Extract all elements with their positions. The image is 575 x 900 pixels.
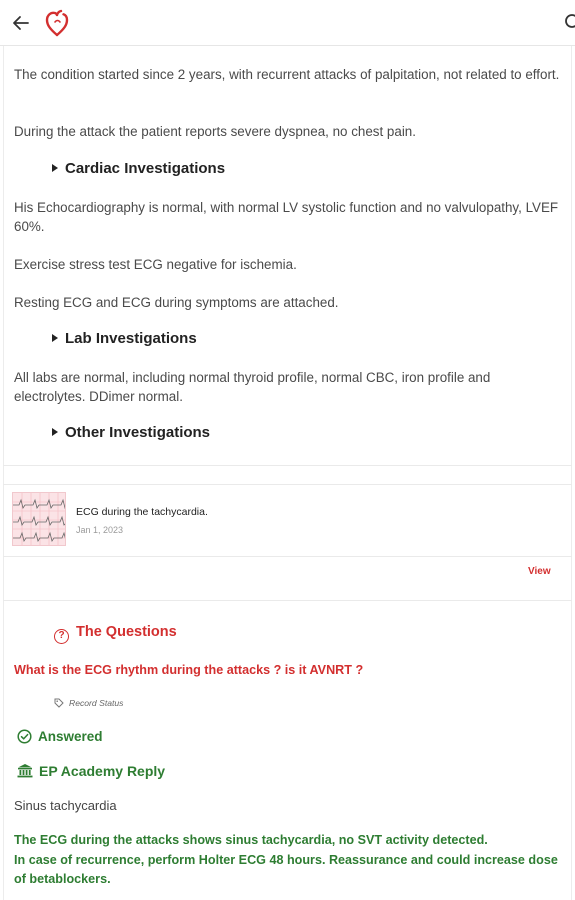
- attachment-title[interactable]: ECG during the tachycardia.: [76, 506, 208, 518]
- cardiac-paragraph: Exercise stress test ECG negative for ischemia.: [14, 257, 297, 272]
- question-circle-icon: ?: [54, 629, 69, 644]
- tag-icon: [54, 698, 64, 708]
- history-paragraph: During the attack the patient reports severe dyspnea, no chest pain.: [14, 124, 416, 139]
- reply-line: The ECG during the attacks shows sinus tachycardia, no SVT activity detected.: [14, 833, 488, 847]
- section-title: Lab Investigations: [65, 330, 197, 347]
- check-circle-icon: [17, 729, 32, 744]
- reply-title: EP Academy Reply: [39, 763, 166, 779]
- section-lab-investigations[interactable]: [52, 330, 197, 347]
- section-title: Cardiac Investigations: [65, 160, 226, 177]
- record-status[interactable]: [54, 698, 123, 708]
- divider: [3, 556, 572, 557]
- reply-header: [17, 763, 165, 779]
- section-title: Other Investigations: [65, 424, 211, 441]
- arrow-left-icon[interactable]: [10, 12, 32, 34]
- heart-logo-icon: [44, 8, 70, 38]
- question-text: What is the ECG rhythm during the attacks ? is it AVNRT ?: [14, 663, 364, 677]
- view-button[interactable]: View: [528, 566, 551, 577]
- caret-right-icon: [52, 428, 58, 436]
- attachment-date: Jan 1, 2023: [76, 525, 124, 535]
- record-status-label: Record Status: [69, 698, 124, 708]
- cardiac-paragraph: His Echocardiography is normal, with normal LV systolic function and no valvulopathy, LVEF 60%.: [14, 200, 559, 234]
- divider: [3, 465, 572, 466]
- divider: [3, 484, 572, 485]
- divider: [3, 600, 572, 601]
- reply-line: In case of recurrence, perform Holter ECG 48 hours. Reassurance and could increase dose of betablockers.: [14, 852, 558, 886]
- cardiac-paragraph: Resting ECG and ECG during symptoms are attached.: [14, 295, 339, 310]
- reply-details: [14, 831, 562, 890]
- caret-right-icon: [52, 164, 58, 172]
- ecg-thumbnail[interactable]: [12, 492, 66, 546]
- questions-title: The Questions: [76, 624, 177, 640]
- institution-icon: [17, 763, 33, 778]
- caret-right-icon: [52, 334, 58, 342]
- reply-summary: Sinus tachycardia: [14, 798, 117, 813]
- status-label: Answered: [38, 729, 103, 744]
- lab-paragraph: All labs are normal, including normal thyroid profile, normal CBC, iron profile and electrolytes. DDimer normal.: [14, 370, 491, 404]
- status-badge: [17, 729, 103, 744]
- search-icon[interactable]: [563, 12, 575, 34]
- section-other-investigations[interactable]: [52, 424, 210, 441]
- ecg-trace-icon: [13, 493, 66, 546]
- questions-header: [54, 624, 177, 644]
- section-cardiac-investigations[interactable]: [52, 160, 225, 177]
- history-paragraph: The condition started since 2 years, with recurrent attacks of palpitation, not related to effort.: [14, 67, 560, 82]
- app-bar: [0, 0, 575, 46]
